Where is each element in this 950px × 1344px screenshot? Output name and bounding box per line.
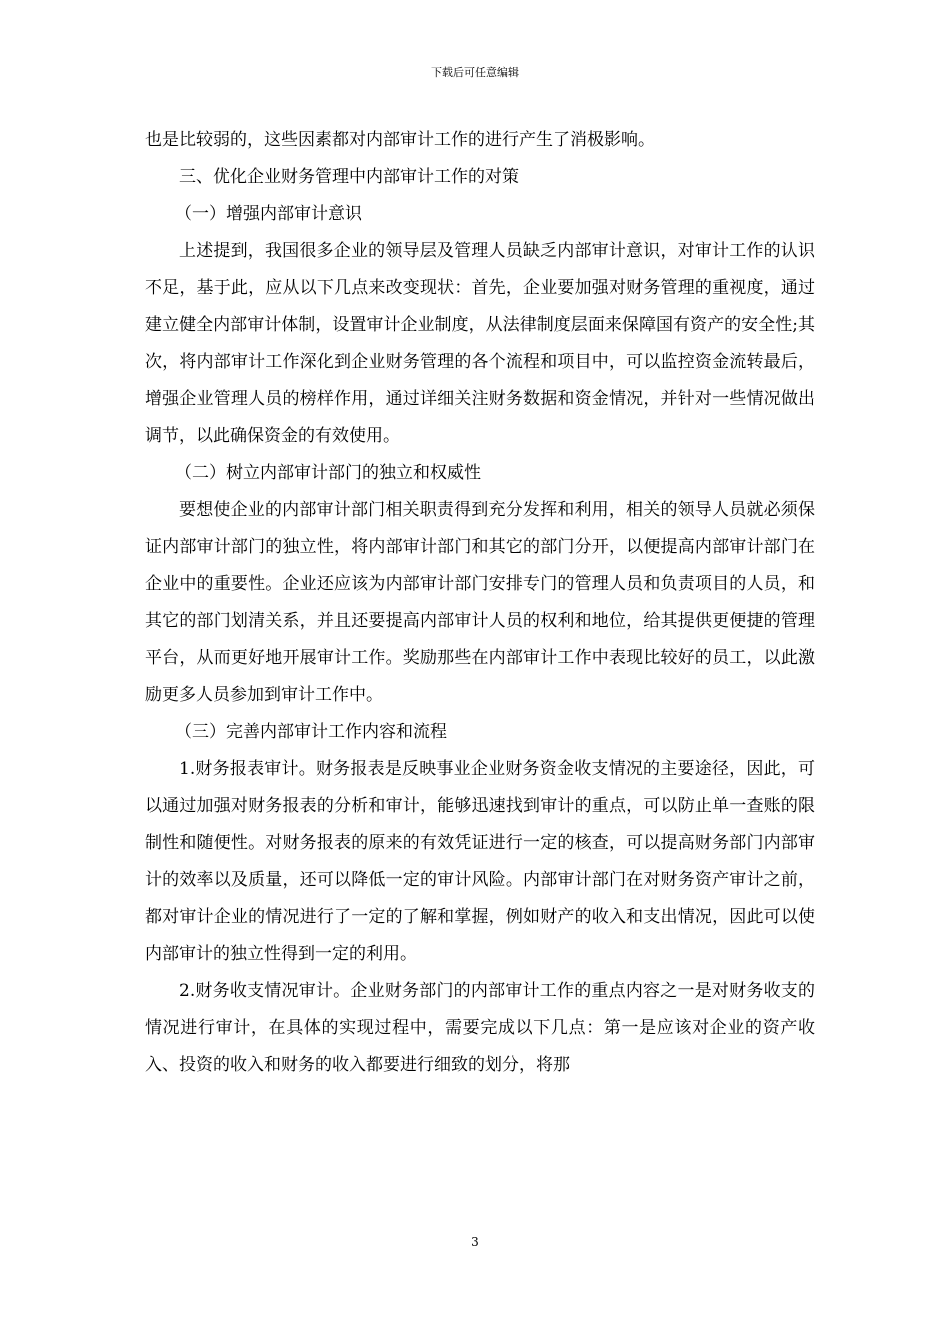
paragraph-1: 上述提到，我国很多企业的领导层及管理人员缺乏内部审计意识，对审计工作的认识不足，基于此，应从以下几点来改变现状：首先，企业要加强对财务管理的重视度，通过建立健全内部审计体制，设置审计企业制度，从法律制度层面来保障国有资产的安全性;其次，将内部审计工作深化到企业财务管理的各个流程和项目中，可以监控资金流转最后，增强企业管理人员的榜样作用，通过详细关注财务数据和资金情况，并针对一些情况做出调节，以此确保资金的有效使用。	[145, 241, 815, 446]
paragraph-3: 1.财务报表审计。财务报表是反映事业企业财务资金收支情况的主要途径，因此，可以通过加强对财务报表的分析和审计，能够迅速找到审计的重点，可以防止单一查账的限制性和随便性。对财务报表的原来的有效凭证进行一定的核查，可以提高财务部门内部审计的效率以及质量，还可以降低一定的审计风险。内部审计部门在对财务资产审计之前，都对审计企业的情况进行了一定的了解和掌握，例如财产的收入和支出情况，因此可以使内部审计的独立性得到一定的利用。	[145, 759, 815, 964]
page-number: 3	[471, 1235, 479, 1249]
subsection-heading-3: （三）完善内部审计工作内容和流程	[175, 722, 447, 742]
subsection-heading-2: （二）树立内部审计部门的独立和权威性	[175, 463, 481, 483]
paragraph-2: 要想使企业的内部审计部门相关职责得到充分发挥和利用，相关的领导人员就必须保证内部审计部门的独立性，将内部审计部门和其它的部门分开，以便提高内部审计部门在企业中的重要性。企业还应该为内部审计部门安排专门的管理人员和负责项目的人员，和其它的部门划清关系，并且还要提高内部审计人员的权利和地位，给其提供更便捷的管理平台，从而更好地开展审计工作。奖励那些在内部审计工作中表现比较好的员工，以此激励更多人员参加到审计工作中。	[145, 500, 815, 705]
document-body	[145, 122, 815, 1084]
paragraph-continuation: 也是比较弱的，这些因素都对内部审计工作的进行产生了消极影响。	[145, 130, 655, 150]
paragraph-4: 2.财务收支情况审计。企业财务部门的内部审计工作的重点内容之一是对财务收支的情况进行审计，在具体的实现过程中，需要完成以下几点：第一是应该对企业的资产收入、投资的收入和财务的收入都要进行细致的划分，将那	[145, 981, 815, 1075]
header-note: 下载后可任意编辑	[431, 66, 519, 79]
subsection-heading-1: （一）增强内部审计意识	[175, 204, 362, 224]
section-heading: 三、优化企业财务管理中内部审计工作的对策	[179, 167, 519, 187]
